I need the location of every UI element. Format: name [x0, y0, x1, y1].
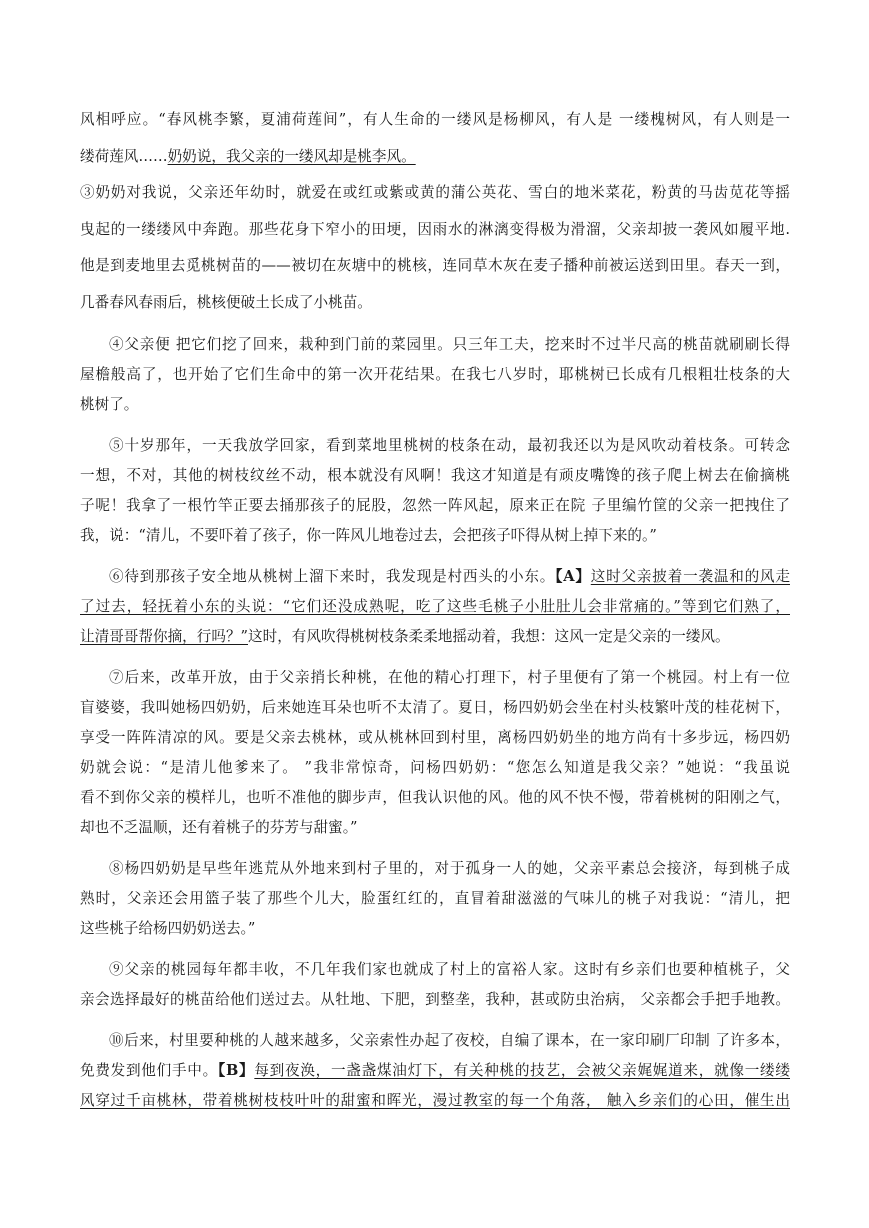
line-text: 一想，不对，其他的树枝纹丝不动，根本就没有风啊！我这才知道是有顽皮嘴馋的孩子爬上树去在偷摘桃 — [80, 467, 790, 484]
text-line — [80, 395, 790, 415]
text-line — [80, 889, 790, 909]
line-text: 桃树了。 — [80, 396, 139, 413]
text-line — [80, 818, 790, 838]
line-text: 这些桃子给杨四奶奶送去。” — [80, 920, 256, 937]
text-line — [80, 526, 790, 546]
text-line — [109, 859, 790, 879]
line-text: 熟时，父亲还会用篮子装了那些个儿大，脸蛋红红的，直冒着甜滋滋的气味儿的桃子对我说：“清儿，把 — [80, 890, 790, 907]
text-line — [80, 758, 790, 778]
marker-a: 【A】 — [555, 568, 591, 585]
line-text: 几番春风春雨后，桃核便破土长成了小桃苗。 — [80, 294, 372, 311]
text-line — [80, 627, 790, 647]
text-line — [109, 335, 790, 355]
text-line — [109, 668, 790, 688]
line-text: 看不到你父亲的模样儿，也听不准他的脚步声，但我认识他的风。他的风不快不慢，带着桃树的阳刚之气， — [80, 789, 790, 806]
text-line — [80, 220, 790, 240]
text-line — [80, 1091, 790, 1111]
line-text: 盲婆婆，我叫她杨四奶奶，后来她连耳朵也听不太清了。夏日，杨四奶奶会坐在村头枝繁叶茂的桂花树下， — [80, 699, 790, 716]
line-text: 奶就会说：“是清儿他爹来了。 ”我非常惊奇，问杨四奶奶：“您怎么知道是我父亲？”她说：“我虽说 — [80, 759, 790, 776]
underlined-text: 了过去，轻抚着小东的头说：“它们还没成熟呢，吃了这些毛桃子小肚肚儿会非常痛的。”等到它们熟了， — [80, 598, 790, 615]
line-text: 子呢！我拿了一根竹竿正要去捅那孩子的屁股，忽然一阵风起，原来正在院 子里编竹筐的父亲一把拽住了 — [80, 497, 790, 514]
text-line — [80, 1061, 790, 1081]
text-line — [80, 256, 790, 276]
text-line — [80, 293, 790, 313]
line-text: 我，说：“清儿，不要吓着了孩子，你一阵风儿地卷过去，会把孩子吓得从树上掉下来的。” — [80, 527, 657, 544]
line-text: ③奶奶对我说，父亲还年幼时，就爱在或红或紫或黄的蒲公英花、雪白的地米菜花，粉黄的马齿苋花等摇 — [80, 184, 790, 201]
line-text: 缕荷莲风…… — [80, 148, 168, 165]
line-text: ⑨父亲的桃园每年都丰收，不几年我们家也就成了村上的富裕人家。这时有乡亲们也要种植桃子，父 — [109, 961, 790, 978]
underlined-text: 奶奶说，我父亲的一缕风却是桃李风。 — [167, 148, 416, 165]
line-text: ⑥待到那孩子安全地从桃树上溜下来时，我发现是村西头的小东。 — [109, 568, 556, 585]
line-text: ⑩后来，村里要种桃的人越来越多，父亲索性办起了夜校，自编了课本，在一家印刷厂印制 了许多本， — [109, 1032, 790, 1049]
text-line — [109, 567, 790, 587]
text-line — [80, 728, 790, 748]
line-text: 风相呼应。“春风桃李繁，夏浦荷莲间”，有人生命的一缕风是杨柳风，有人是 一缕槐树风，有人则是一 — [80, 111, 790, 128]
text-line — [80, 365, 790, 385]
text-line — [80, 788, 790, 808]
line-text: ⑦后来，改革开放，由于父亲捎长种桃，在他的精心打理下，村子里便有了第一个桃园。村上有一位 — [109, 669, 790, 686]
text-line — [80, 183, 790, 203]
line-text: 享受一阵阵清凉的风。要是父亲去桃林，或从桃林回到村里，离杨四奶奶坐的地方尚有十多步远，杨四奶 — [80, 729, 790, 746]
line-text: 这时，有风吹得桃树枝条柔柔地摇动着，我想：这风一定是父亲的一缕风。 — [248, 628, 730, 645]
line-text: 免费发到他们手中。 — [80, 1062, 218, 1079]
line-text: 他是到麦地里去觅桃树苗的——被切在灰塘中的桃核，连同草木灰在麦子播种前被运送到田里。春天一到， — [80, 257, 790, 274]
text-line — [109, 1031, 790, 1051]
underlined-text: 这时父亲披着一袭温和的风走 — [590, 568, 790, 585]
text-line — [80, 597, 790, 617]
underlined-text: 风穿过千亩桃林，带着桃树枝枝叶叶的甜蜜和晖光，漫过教室的每一个角落， 触入乡亲们的心田，催生出 — [80, 1092, 790, 1109]
text-line — [80, 496, 790, 516]
text-line — [80, 110, 790, 130]
text-line — [80, 147, 790, 167]
line-text: 亲会选择最好的桃苗给他们送过去。从牡地、下肥，到整垄，我种，甚或防虫治病， 父亲都会手把手地教。 — [80, 991, 790, 1008]
line-text: 屋檐般高了，也开始了它们生命中的第一次开花结果。在我七八岁时，耶桃树已长成有几根粗壮枝条的大 — [80, 366, 790, 383]
marker-b: 【B】 — [217, 1062, 255, 1079]
text-line — [80, 466, 790, 486]
underlined-text: 让清哥哥帮你摘，行吗？” — [80, 628, 248, 645]
text-line — [80, 919, 790, 939]
text-line — [109, 436, 790, 456]
text-line — [109, 960, 790, 980]
text-line — [80, 698, 790, 718]
line-text: ④父亲便 把它们挖了回来，栽种到门前的菜园里。只三年工夫，挖来时不过半尺高的桃苗就刷刷长得 — [109, 336, 790, 353]
line-text: 曳起的一缕缕风中奔跑。那些花身下窄小的田埂，因雨水的淋漓变得极为滑溜，父亲却披一袭风如履平地. — [80, 221, 790, 238]
line-text: ⑧杨四奶奶是早些年逃荒从外地来到村子里的，对于孤身一人的她，父亲平素总会接济，每到桃子成 — [109, 860, 790, 877]
line-text: 却也不乏温顺，还有着桃子的芬芳与甜蜜。” — [80, 819, 358, 836]
line-text: ⑤十岁那年，一天我放学回家，看到菜地里桃树的枝条在动，最初我还以为是风吹动着枝条。可转念 — [109, 437, 790, 454]
underlined-text: 每到夜涣，一盏盏煤油灯下，有关种桃的技艺，会被父亲娓娓道来，就像一缕缕 — [254, 1062, 790, 1079]
text-line — [80, 990, 790, 1010]
